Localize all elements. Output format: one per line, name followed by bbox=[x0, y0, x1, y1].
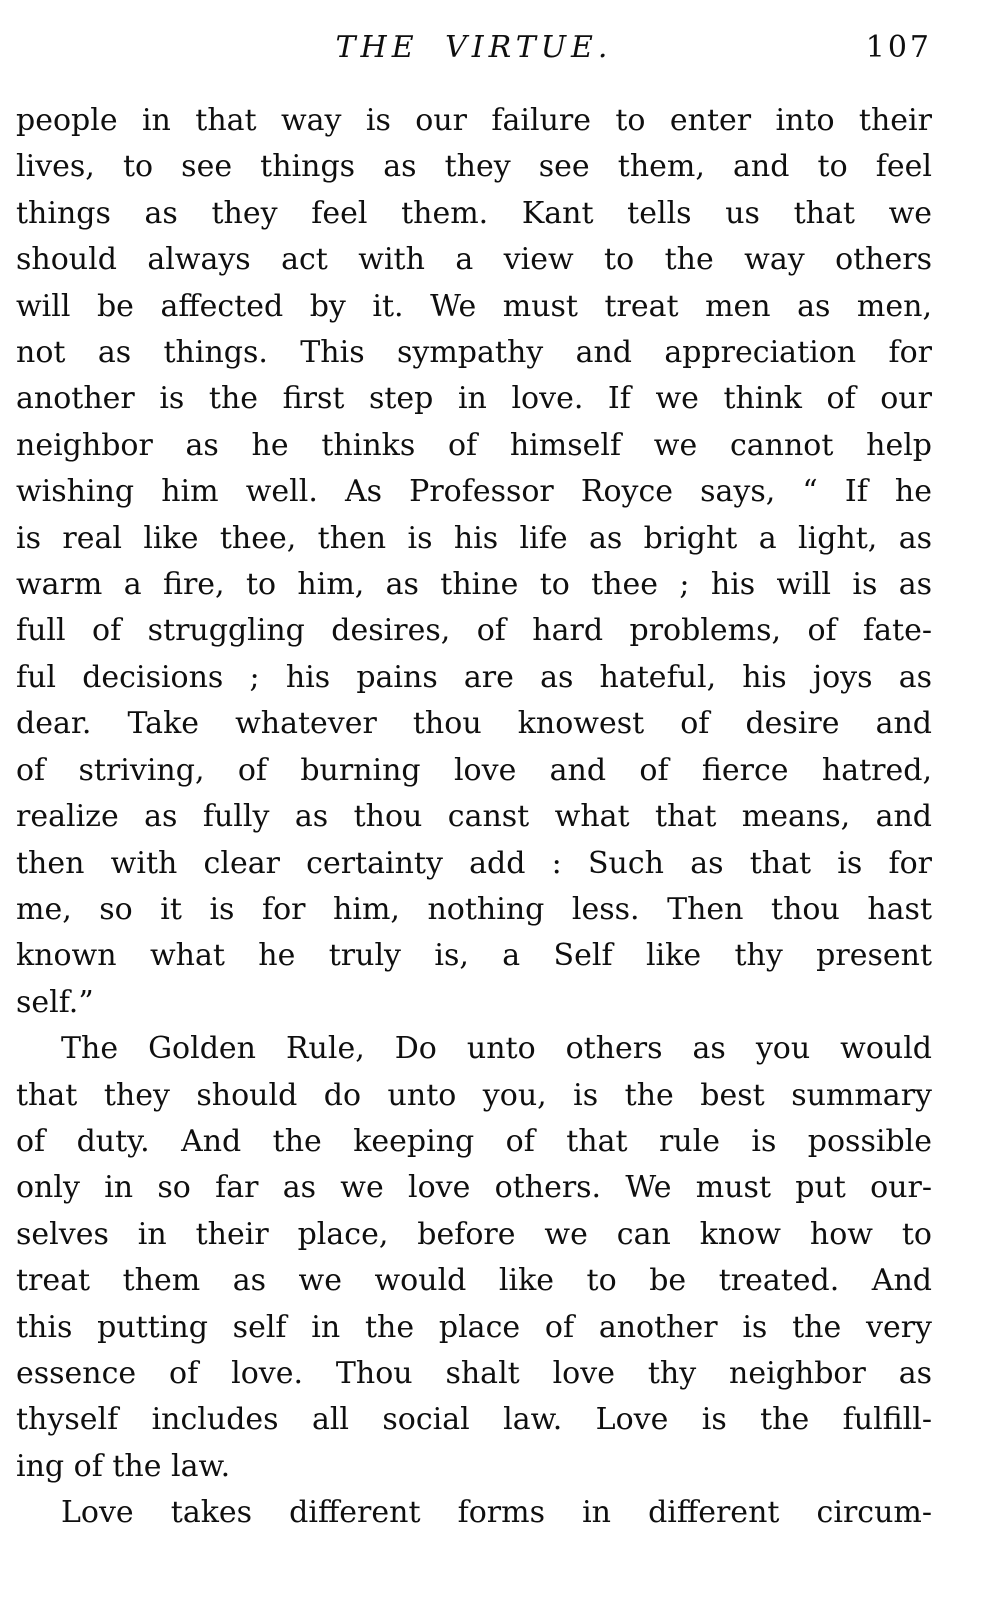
text-line: another is the first step in love. If we think of our bbox=[16, 381, 932, 417]
page-body bbox=[16, 98, 932, 1537]
text-line: then with clear certainty add : Such as that is for bbox=[16, 845, 932, 881]
text-line: selves in their place, before we can know how to bbox=[16, 1216, 932, 1252]
text-line: dear. Take whatever thou knowest of desire and bbox=[16, 706, 932, 742]
text-line: neighbor as he thinks of himself we cannot help bbox=[16, 427, 932, 463]
text-line: only in so far as we love others. We must put our- bbox=[16, 1170, 932, 1206]
text-line: realize as fully as thou canst what that means, and bbox=[16, 799, 932, 835]
text-line: people in that way is our failure to enter into their bbox=[16, 103, 932, 138]
text-line: of duty. And the keeping of that rule is possible bbox=[16, 1123, 932, 1159]
text-line: that they should do unto you, is the best summary bbox=[16, 1077, 932, 1113]
text-line: The Golden Rule, Do unto others as you would bbox=[61, 1031, 932, 1067]
text-line: lives, to see things as they see them, and to feel bbox=[16, 149, 932, 185]
text-line: full of struggling desires, of hard problems, of fate- bbox=[16, 613, 932, 649]
text-line: warm a fire, to him, as thine to thee ; his will is as bbox=[16, 567, 932, 603]
text-line: essence of love. Thou shalt love thy neighbor as bbox=[16, 1355, 932, 1391]
text-line: of striving, of burning love and of fierce hatred, bbox=[16, 752, 932, 788]
text-line: wishing him well. As Professor Royce says, “ If he bbox=[16, 474, 932, 510]
text-line: this putting self in the place of another is the very bbox=[16, 1309, 932, 1345]
page-header bbox=[16, 30, 932, 76]
text-line: treat them as we would like to be treated. And bbox=[16, 1263, 932, 1299]
text-line: thyself includes all social law. Love is the fulfill- bbox=[16, 1402, 932, 1438]
text-line: is real like thee, then is his life as bright a light, as bbox=[16, 520, 932, 556]
text-line: known what he truly is, a Self like thy present bbox=[16, 938, 932, 974]
text-line: self.” bbox=[16, 984, 94, 1020]
text-line: should always act with a view to the way others bbox=[16, 242, 932, 278]
text-line: not as things. This sympathy and appreciation for bbox=[16, 335, 932, 371]
page-number: 107 bbox=[865, 30, 932, 65]
paragraph bbox=[16, 1490, 932, 1536]
text-line: will be affected by it. We must treat men as men, bbox=[16, 288, 932, 324]
paragraph bbox=[16, 1026, 932, 1490]
paragraph bbox=[16, 98, 932, 1026]
text-line: ing of the law. bbox=[16, 1448, 231, 1484]
running-title: THE VIRTUE. bbox=[335, 30, 613, 65]
text-line: ful decisions ; his pains are as hateful, his joys as bbox=[16, 659, 932, 695]
text-line: things as they feel them. Kant tells us that we bbox=[16, 195, 932, 231]
text-line: Love takes different forms in different circum- bbox=[61, 1495, 932, 1531]
text-line: me, so it is for him, nothing less. Then thou hast bbox=[16, 891, 932, 927]
